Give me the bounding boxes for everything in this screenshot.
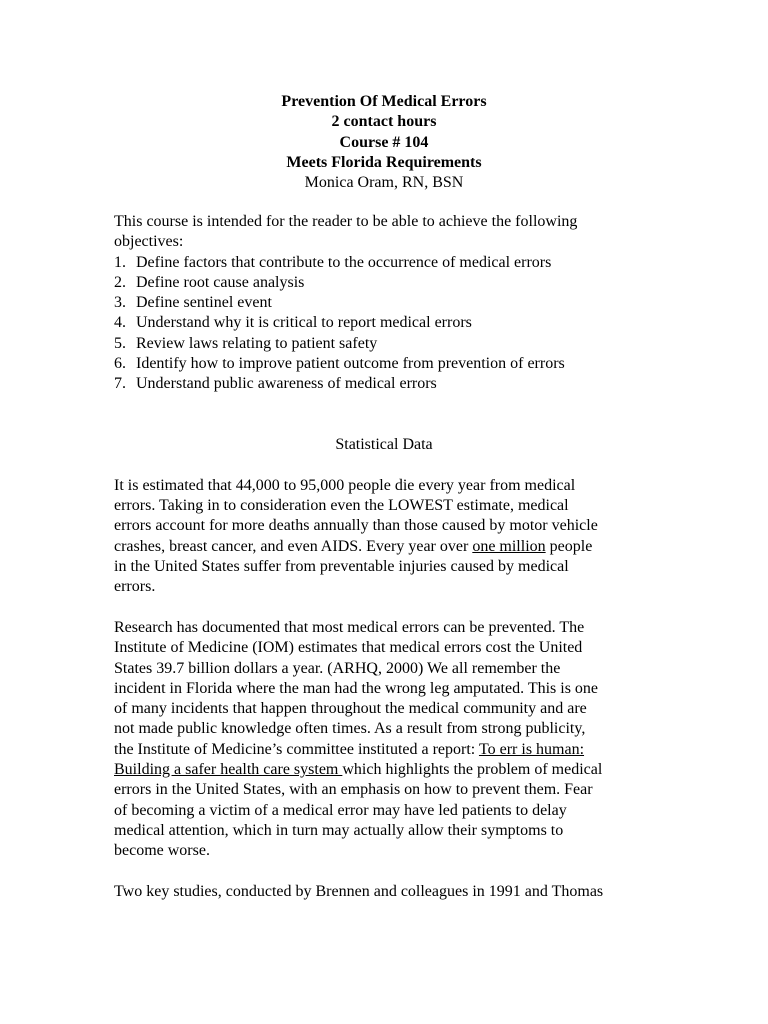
section-heading: Statistical Data	[335, 436, 433, 454]
intro-line-2: objectives:	[114, 233, 184, 251]
document-body	[114, 212, 654, 902]
paragraph-key-studies: Two key studies, conducted by Brennen and colleagues in 1991 and Thomas	[114, 882, 604, 900]
objective-item: 2. Define root cause analysis	[114, 273, 305, 291]
objectives-list	[114, 253, 654, 395]
underlined-one-million: one million	[472, 537, 546, 555]
objective-item: 6. Identify how to improve patient outcome from prevention of errors	[114, 355, 565, 373]
paragraph-research: Research has documented that most medical errors can be prevented. The Institute of Medicine (IOM) estimates that medical errors cost the United States 39.7 billion dollars a year. (ARHQ, 2000) We all remember the incident in Florida where the man had the wrong leg amputated. This is one of many incidents that happen throughout the medical community and are not made public knowledge often times. As a result from strong publicity, the Institute of Medicine’s committee instituted a report: To err is human: Building a safer health care system which highlights the problem of medical errors in the United States, with an emphasis on how to prevent them. Fear of becoming a victim of a medical error may have led patients to delay medical attention, which in turn may actually allow their symptoms to become worse.	[114, 618, 603, 860]
paragraph-statistics: It is estimated that 44,000 to 95,000 people die every year from medical errors. Taking in to consideration even the LOWEST estimate, medical errors account for more deaths annually than those caused by motor vehicle crashes, breast cancer, and even AIDS. Every year over one million people in the United States suffer from preventable injuries caused by medical errors.	[114, 476, 598, 596]
underlined-report-title-part-2: Building a safer health care system	[114, 761, 343, 779]
course-number: Course # 104	[339, 133, 429, 151]
author-name: Monica Oram, RN, BSN	[304, 174, 464, 192]
requirements-note: Meets Florida Requirements	[286, 153, 482, 171]
document-title: Prevention Of Medical Errors	[281, 93, 487, 110]
objective-item: 7. Understand public awareness of medical errors	[114, 375, 437, 393]
contact-hours: 2 contact hours	[331, 113, 437, 131]
intro-line-1: This course is intended for the reader to be able to achieve the following	[114, 213, 578, 230]
objective-item: 3. Define sentinel event	[114, 294, 272, 312]
objective-item: 1. Define factors that contribute to the occurrence of medical errors	[114, 253, 552, 271]
objective-item: 4. Understand why it is critical to report medical errors	[114, 314, 472, 332]
objective-item: 5. Review laws relating to patient safety	[114, 334, 378, 352]
document-header	[0, 92, 768, 193]
underlined-report-title-part-1: To err is human:	[478, 740, 585, 758]
